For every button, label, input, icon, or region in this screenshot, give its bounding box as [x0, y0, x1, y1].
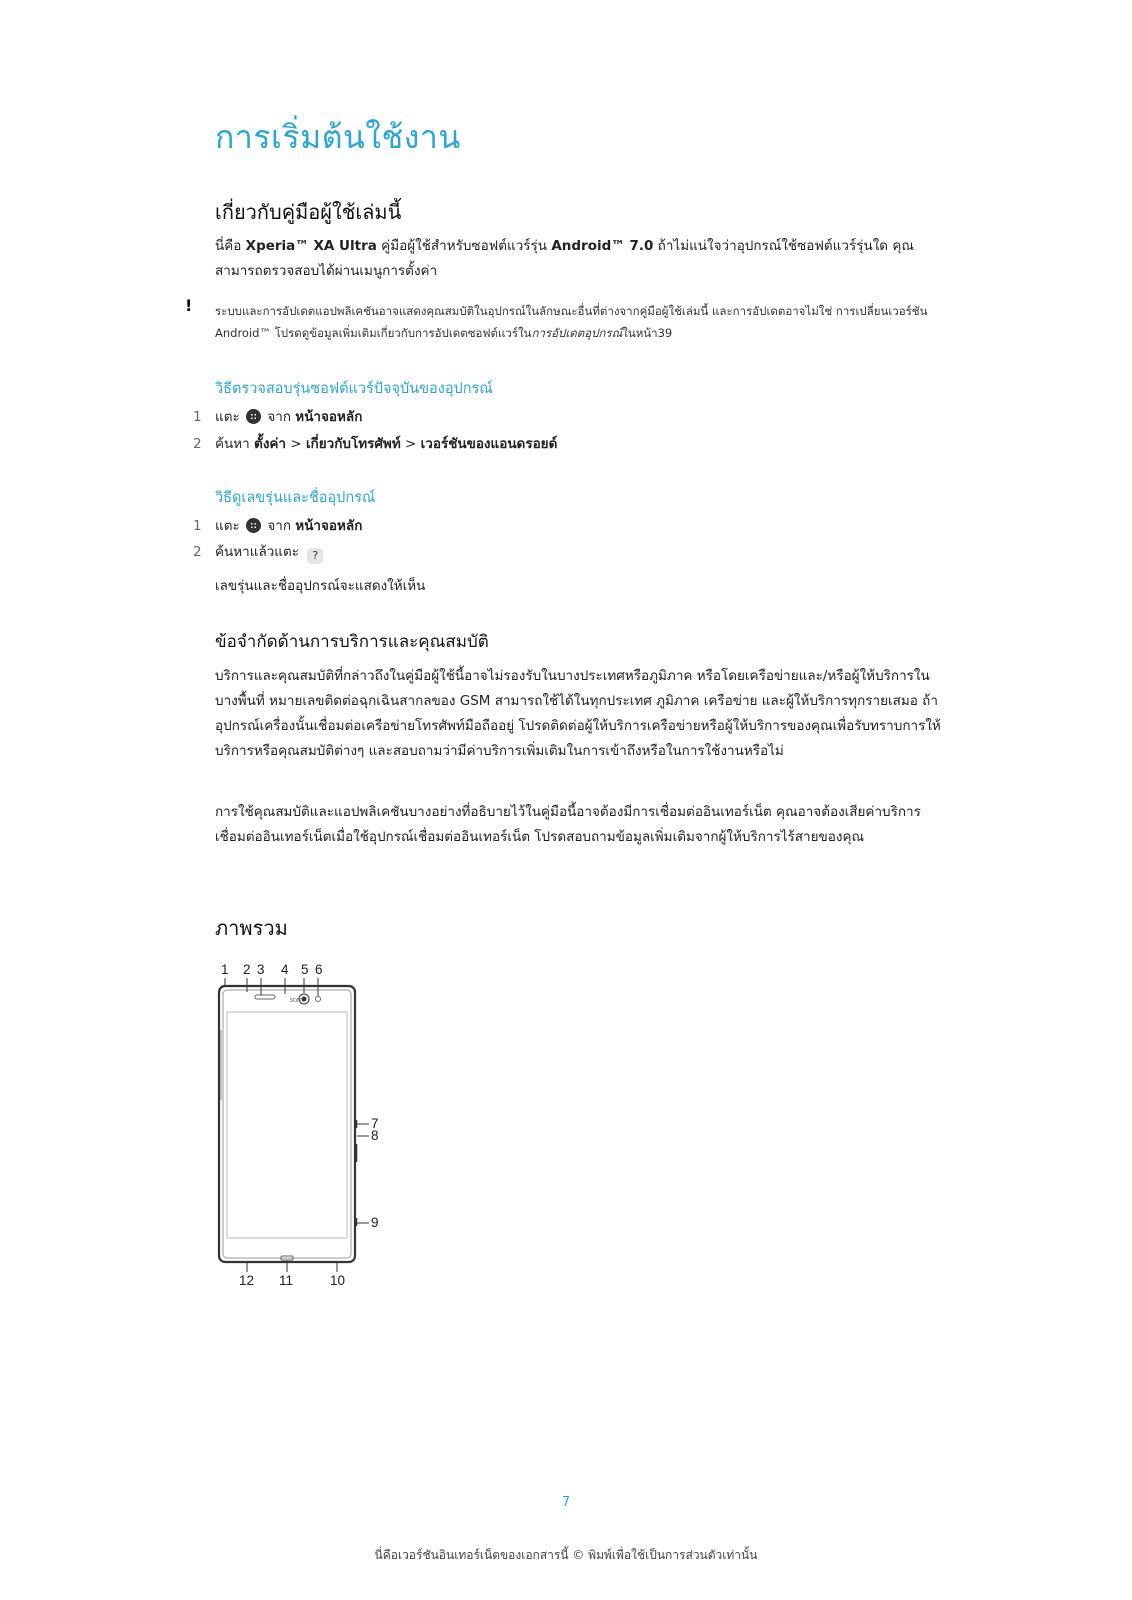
about-paragraph: นี่คือ Xperia™ XA Ultra คู่มือผู้ใช้สำหรับซอฟต์แวร์รุ่น Android™ 7.0 ถ้าไม่แน่ใจว่าอุปกรณ์ใช้ซอฟต์แวร์รุ่นใด คุณ สามารถตรวจสอบได้ผ่านเมนูการตั้งค่า: [215, 238, 914, 279]
limits-paragraph-2: การใช้คุณสมบัติและแอปพลิเคชันบางอย่างที่อธิบายไว้ในคู่มือนี้อาจต้องมีการเชื่อมต่ออินเทอร์เน็ต คุณอาจต้องเสียค่าบริการเชื่อมต่ออินเทอร์เน็ตเมื่อใช้อุปกรณ์เชื่อมต่ออินเทอร์เน็ต โปรดสอบถามข้อมูลเพิ่มเติมจากผู้ให้บริการไร้สายของคุณ: [215, 804, 921, 845]
check-step-2: 2 ค้นหา ตั้งค่า > เกี่ยวกับโทรศัพท์ > เวอร์ชันของแอนดรอยด์: [193, 436, 558, 452]
page-title: การเริ่มต้นใช้งาน: [215, 118, 461, 156]
subheading-find-model: วิธีดูเลขรุ่นและชื่ออุปกรณ์: [215, 490, 376, 506]
update-device-link[interactable]: การอัปเดตอุปกรณ์: [531, 326, 623, 340]
section-heading-about: เกี่ยวกับคู่มือผู้ใช้เล่มนี้: [215, 200, 402, 224]
label-8: 8: [371, 1128, 379, 1143]
label-12: 12: [239, 1273, 255, 1288]
label-4: 4: [281, 962, 289, 977]
update-note: ระบบและการอัปเดตแอปพลิเคชันอาจแสดงคุณสมบัติในอุปกรณ์ในลักษณะอื่นที่ต่างจากคู่มือผู้ใช้เล่มนี้ และการอัปเดตอาจไม่ใช่ การเปลี่ยนเวอร์ชัน Android™ โปรดดูข้อมูลเพิ่มเติมเกี่ยวกับการอัปเดตซอฟต์แวร์ในการอัปเดตอุปกรณ์ในหน้า39: [215, 304, 928, 340]
section-heading-limits: ข้อจำกัดด้านการบริการและคุณสมบัติ: [215, 632, 489, 652]
label-1: 1: [221, 962, 229, 977]
model-step-1: 1 แตะ จาก หน้าจอหลัก: [193, 518, 363, 534]
label-11: 11: [279, 1273, 294, 1288]
footer-note: นี่คือเวอร์ชันอินเทอร์เน็ตของเอกสารนี้ © พิมพ์เพื่อใช้เป็นการส่วนตัวเท่านั้น: [374, 1548, 758, 1562]
warning-icon: !: [185, 296, 193, 315]
help-question-icon: ?: [307, 548, 323, 564]
android-version: Android™ 7.0: [551, 238, 654, 254]
brand-logo: SONY: [289, 998, 305, 1004]
section-heading-overview: ภาพรวม: [215, 916, 288, 940]
device-overview-diagram: [205, 960, 395, 1290]
model-name: Xperia™ XA Ultra: [245, 238, 377, 254]
limits-paragraph-1: บริการและคุณสมบัติที่กล่าวถึงในคู่มือผู้ใช้นี้อาจไม่รองรับในบางประเทศหรือภูมิภาค หรือโดยเครือข่ายและ/หรือผู้ให้บริการในบางพื้นที่ หมายเลขติดต่อฉุกเฉินสากลของ GSM สามารถใช้ได้ในทุกประเทศ ภูมิภาค เครือข่าย และผู้ให้บริการทุกรายเสมอ ถ้าอุปกรณ์เครื่องนั้นเชื่อมต่อเครือข่ายโทรศัพท์มือถืออยู่ โปรดติดต่อผู้ให้บริการเครือข่ายหรือผู้ให้บริการของคุณเพื่อรับทราบการให้บริการหรือคุณสมบัติต่างๆ และสอบถามว่ามีค่าบริการเพิ่มเติมในการเข้าถึงหรือในการใช้งานหรือไม่: [215, 668, 941, 759]
label-2: 2: [243, 962, 251, 977]
label-10: 10: [330, 1273, 346, 1288]
label-7: 7: [371, 1116, 379, 1131]
subheading-check-version: วิธีตรวจสอบรุ่นซอฟต์แวร์ปัจจุบันของอุปกรณ์: [215, 381, 493, 397]
page-number: 7: [561, 1495, 571, 1510]
model-step-2: 2 ค้นหาแล้วแตะ ?: [215, 540, 323, 564]
label-5: 5: [301, 962, 309, 977]
apps-grid-icon: [246, 409, 261, 424]
model-result: เลขรุ่นและชื่ออุปกรณ์จะแสดงให้เห็น: [215, 578, 426, 594]
label-3: 3: [257, 962, 265, 977]
check-step-1: 1 แตะ จาก หน้าจอหลัก: [193, 409, 363, 425]
apps-grid-icon: [246, 518, 261, 533]
label-9: 9: [371, 1215, 379, 1230]
label-6: 6: [315, 962, 323, 977]
